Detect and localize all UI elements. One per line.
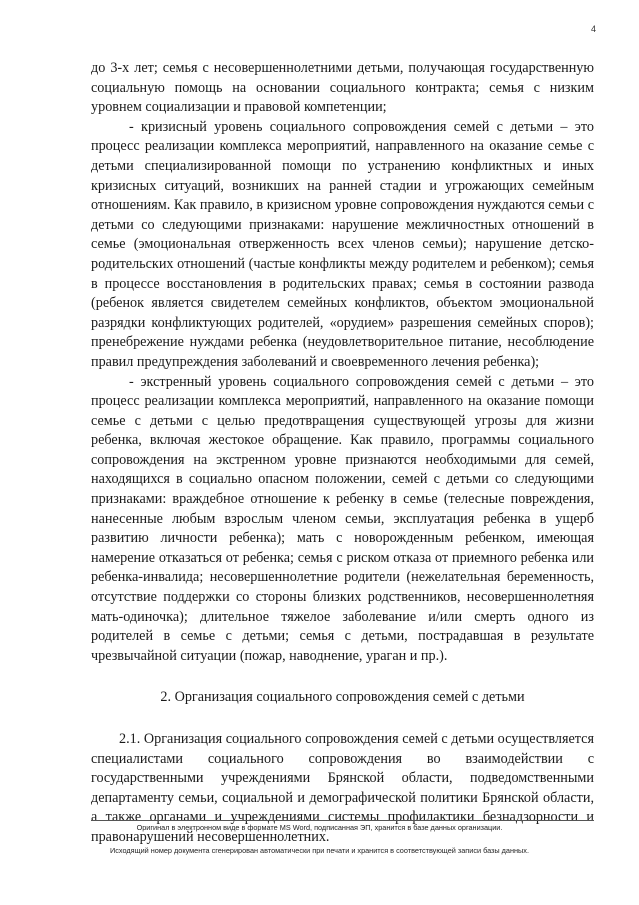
paragraph-emergency-level: - экстренный уровень социального сопровождения семей с детьми – это процесс реализации комплекса мероприятий, направленного на оказание помощи семье с детьми с целью предотвращения существующей угрозы для жизни ребенка, включая жестокое обращение. Как правило, программы социального сопровождения на экстренном уровне признаются необходимыми для семей, находящихся в социально опасном положении, семей с детьми со следующими признаками: враждебное отношение к ребенку в семье (телесные повреждения, нанесенные любым взрослым членом семьи, эксплуатация ребенка в ущерб развитию личности ребенка); мать с новорожденным ребенком, имеющая намерение отказаться от ребенка; семья с риском отказа от приемного ребенка или ребенка-инвалида; несовершеннолетние родители (нежелательная беременность, отсутствие поддержки со стороны близких родственников, несовершеннолетняя мать-одиночка); длительное тяжелое заболевание и/или смерть одного из родителей в семье с детьми; семья с детьми, пострадавшая в результате чрезвычайной ситуации (пожар, наводнение, ураган и пр.). [91, 373, 594, 664]
paragraph-crisis-level: - кризисный уровень социального сопровождения семей с детьми – это процесс реализации комплекса мероприятий, направленного на оказание семье с детьми специализированной помощи по устранению конфликтных и иных кризисных ситуаций, возникших на ранней стадии и угрожающих семейным отношениям. Как правило, в кризисном уровне сопровождения нуждаются семьи с детьми со следующими признаками: нарушение межличностных отношений в семье (эмоциональная отверженность всех членов семьи); нарушение детско-родительских отношений (частые конфликты между родителем и ребенком); семья в процессе восстановления в родительских правах; семья в состоянии развода (ребенок является свидетелем семейных конфликтов, объектом эмоциональной разрядки конфликтующих родителей, «орудием» разрешения семейных споров); пренебрежение нуждами ребенка (неудовлетворительное питание, несоблюдение правил предупреждения заболеваний и своевременного лечения ребенка); [91, 118, 594, 370]
page-number: 4 [590, 24, 596, 34]
section-heading: 2. Организация социального сопровождения семей с детьми [160, 689, 525, 706]
footer-note-outgoing-number: Исходящий номер документа сгенерирован автоматически при печати и хранится в соответствующей записи базы данных. [110, 846, 529, 855]
paragraph-continuation: до 3-х лет; семья с несовершеннолетними детьми, получающая государственную социальную помощь на основании социального контракта; семья с низким уровнем социализации и правовой компетенции; [91, 60, 594, 116]
footer-divider [91, 820, 594, 821]
paragraph-section-2-1: 2.1. Организация социального сопровождения семей с детьми осуществляется специалистами социального сопровождения во взаимодействии с государственными учреждениями Брянской области, подведомственными департаменту семьи, социальной и демографической политики Брянской области, а также органами и учреждениями системы профилактики безнадзорности и правонарушений несовершеннолетних. [91, 731, 594, 845]
document-body [91, 59, 594, 848]
footer-note-original: Оригинал в электронном виде в формате MS Word, подписанная ЭП, хранится в базе данных организации. [136, 823, 503, 832]
